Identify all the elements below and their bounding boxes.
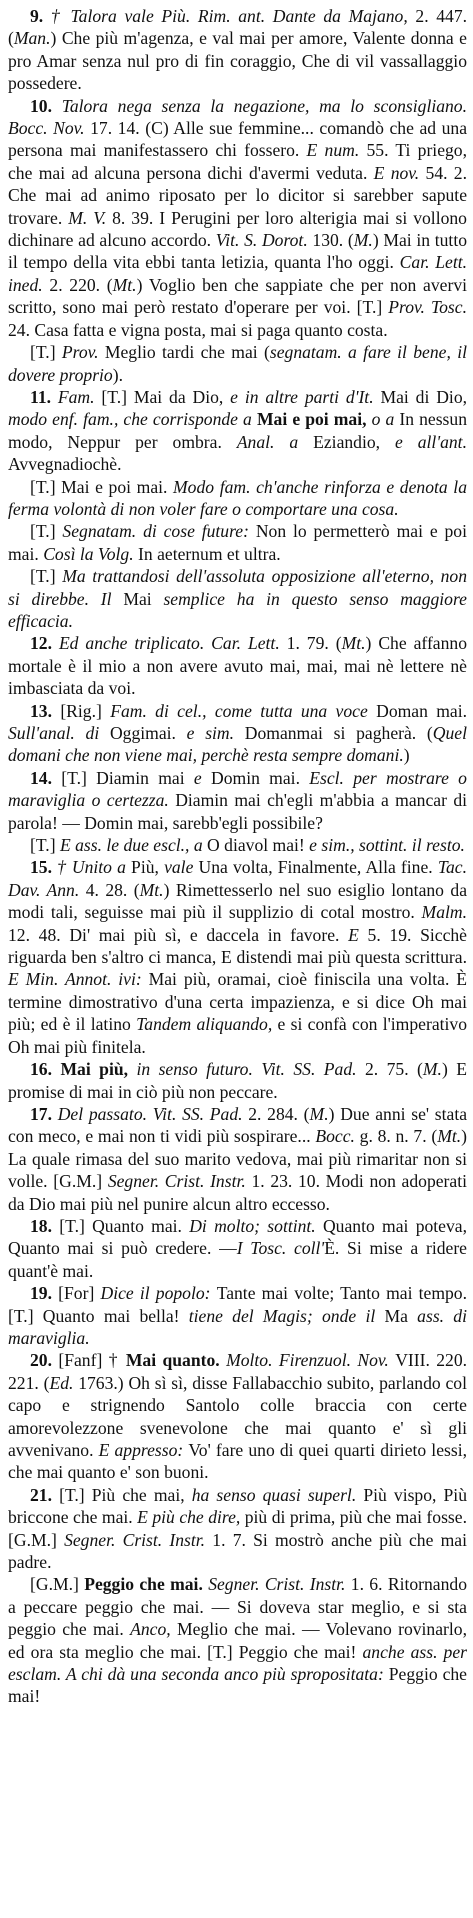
italic-text: ass. di maraviglia.	[8, 1305, 467, 1348]
body-text: ) Che affanno mortale è il mio a non avere avuto mai, mai, mai nè lettere nè imbasciata da voi.	[8, 633, 468, 699]
italic-text: vale	[164, 857, 199, 878]
body-text: ) Due anni se' stata con meco, e mai non ti vidi più sospirare...	[8, 1103, 468, 1147]
body-text: ) La quale rimasa del suo marito vedova, mai più rimaritar non si volle. [G.M.]	[8, 1126, 468, 1192]
dictionary-paragraph	[8, 700, 467, 767]
body-text: 54. 2. Che mai ad animo riposato per lo dicitor si sarebber sapute trovare.	[8, 162, 467, 228]
sense-number: 14.	[30, 767, 62, 788]
italic-text: Segner. Crist. Instr.	[208, 1574, 351, 1595]
italic-text: e all'ant.	[395, 431, 467, 452]
italic-text: Modo fam. ch'anche rinforza e denota la ferma volontà di non voler fare o comportare una cosa.	[8, 476, 467, 519]
sense-number: 21.	[30, 1484, 60, 1505]
dictionary-entries	[8, 5, 467, 1708]
dictionary-paragraph	[8, 1058, 467, 1103]
body-text: Domanmai si pagherà. (	[244, 723, 433, 743]
italic-text: Ma trattandosi dell'assoluta opposizione all'eterno, non si direbbe. Il	[8, 566, 467, 609]
body-text: 55. Ti priego, che mai ad alcuna persona dichi d'avermi veduta.	[8, 140, 467, 183]
italic-text: Così la Volg.	[43, 543, 139, 564]
body-text: ) Che più m'agenza, e val mai per amore, Valente donna e pro Amar senza nul pro di fin coraggio, Che di vil vassallaggio possedere.	[8, 28, 467, 94]
italic-text: semplice ha in questo senso maggiore efficacia.	[8, 588, 467, 631]
italic-text: Fam. di cel., come tutta una voce	[110, 700, 377, 721]
dictionary-paragraph	[8, 95, 467, 341]
italic-text: M.	[309, 1103, 329, 1124]
italic-text: Anal. a	[236, 431, 314, 452]
italic-text: Ed.	[49, 1372, 79, 1393]
italic-text: E nov.	[373, 162, 426, 183]
italic-text: Talora nega senza la negazione, ma lo sconsigliano. Bocc. Nov.	[8, 95, 468, 139]
body-text: Quanto mai poteva, Quanto mai si può credere. —	[8, 1215, 467, 1259]
italic-text: Dice il popolo:	[100, 1283, 217, 1304]
italic-text: Man.	[13, 28, 51, 49]
body-text: Domin mai.	[211, 767, 310, 788]
italic-text: Prov. Tosc.	[388, 297, 467, 318]
body-text: 17. 14. (C) Alle sue femmine... comandò che ad una persona mai manifestassero chi fossero.	[8, 118, 468, 161]
sense-number: 16.	[30, 1059, 61, 1080]
body-text: più di prima, più che mai fosse. [G.M.]	[8, 1507, 467, 1550]
dictionary-paragraph	[8, 476, 467, 521]
body-text: [T.] Più che mai,	[59, 1484, 192, 1505]
italic-text: Segnatam. di cose future:	[62, 521, 256, 542]
bold-text: Mai quanto.	[125, 1350, 227, 1371]
italic-text: Segner. Crist. Instr.	[64, 1529, 213, 1550]
body-text: Non lo permetterò mai e poi mai.	[8, 521, 467, 564]
italic-text: Prov.	[61, 342, 105, 363]
italic-text: e sim.	[186, 723, 245, 743]
dictionary-paragraph	[8, 834, 467, 856]
body-text: [T.]	[30, 342, 62, 363]
body-text: 12. 48. Di' mai più sì, e daccela in favore.	[8, 924, 349, 945]
dictionary-paragraph	[8, 565, 467, 632]
body-text: 130. (	[312, 230, 354, 251]
italic-text: † Talora vale Più. Rim. ant. Dante da Majano,	[50, 6, 416, 26]
body-text: ).	[112, 364, 123, 385]
body-text: È. Si mise a ridere quant'è mai.	[8, 1238, 467, 1281]
body-text: 2. 284. (	[248, 1103, 310, 1124]
body-text: [T.] Quanto mai.	[59, 1215, 190, 1236]
italic-text: o a	[371, 409, 400, 430]
body-text: Mai	[123, 588, 164, 609]
sense-number: 10.	[30, 95, 62, 116]
bold-text: Peggio che mai.	[84, 1574, 209, 1595]
italic-text: in senso futuro. Vit. SS. Pad.	[136, 1059, 365, 1080]
body-text: [T.] Mai e poi mai.	[30, 476, 174, 497]
body-text: In aeternum et ultra.	[138, 543, 281, 564]
italic-text: anche ass. per esclam. A chi dà una seconda anco più spropositata:	[8, 1641, 467, 1685]
body-text: [For]	[58, 1283, 101, 1304]
italic-text: † Unito a	[57, 857, 132, 878]
sense-number: 17.	[30, 1103, 58, 1124]
body-text: ) Rimettesserlo nel suo esiglio lontano da modi tali, seguisse mai più il supplizio di cotal mostro.	[8, 879, 468, 923]
italic-text: Quel domani che non viene mai, perchè resta sempre domani.	[8, 723, 467, 766]
italic-text: E appresso:	[98, 1440, 189, 1460]
sense-number: 11.	[30, 386, 58, 407]
body-text: Più vispo, Più briccone che mai.	[8, 1484, 467, 1528]
sense-number: 15.	[30, 857, 58, 878]
dictionary-paragraph	[8, 1103, 467, 1215]
italic-text: Ed anche triplicato. Car. Lett.	[58, 633, 287, 654]
italic-text: Car. Lett. ined.	[8, 252, 467, 295]
body-text: )	[403, 745, 410, 766]
body-text: Oggimai.	[109, 723, 187, 743]
italic-text: Fam.	[57, 386, 102, 407]
italic-text: Mt.	[112, 274, 137, 295]
dictionary-paragraph	[8, 632, 467, 699]
italic-text: E ass. le due escl., a	[59, 835, 208, 856]
body-text: g. 8. n. 7. (	[359, 1126, 438, 1147]
italic-text: segnatam. a fare il bene, il dovere proprio	[8, 342, 467, 385]
body-text: VIII. 220. 221. (	[8, 1350, 468, 1393]
body-text: [T.] Diamin mai	[61, 767, 194, 788]
dictionary-paragraph	[8, 520, 467, 565]
body-text: Più,	[131, 857, 165, 878]
body-text: 8. 39. I Perugini per loro alterigia mai si vollono dichinare ad alcuno accordo.	[8, 207, 467, 251]
sense-number: 12.	[30, 633, 59, 654]
body-text: Peggio che mai!	[8, 1664, 467, 1707]
italic-text: Molto. Firenzuol. Nov.	[226, 1350, 396, 1371]
dictionary-paragraph	[8, 1349, 467, 1483]
body-text: [T.]	[30, 835, 60, 856]
sense-number: 9.	[30, 6, 51, 26]
italic-text: e in altre parti d'It.	[230, 386, 381, 407]
italic-text: ha senso quasi superl.	[191, 1484, 364, 1505]
body-text: Mai di Dio,	[380, 386, 468, 407]
italic-text: I Tosc. coll'	[236, 1238, 325, 1259]
body-text: Una volta, Finalmente, Alla fine.	[198, 857, 438, 878]
sense-number: 13.	[30, 700, 61, 721]
body-text: ) Mai in tutto il tempo della vita ebbi tanta letizia, quanta l'ho oggi.	[8, 230, 468, 273]
body-text: [T.]	[30, 521, 63, 542]
dictionary-paragraph	[8, 1573, 467, 1707]
body-text: Doman mai.	[376, 700, 468, 721]
italic-text: E	[348, 924, 368, 945]
dictionary-paragraph	[8, 1484, 467, 1574]
italic-text: Segner. Crist. Instr.	[107, 1171, 252, 1192]
italic-text: modo enf. fam., che corrisponde a	[8, 409, 257, 430]
body-text: 2. 75. (	[364, 1059, 423, 1080]
dictionary-paragraph	[8, 341, 467, 386]
sense-number: 20.	[30, 1350, 59, 1371]
dictionary-paragraph	[8, 856, 467, 1058]
body-text: 24. Casa fatta e vigna posta, mai si paga quanto costa.	[8, 319, 388, 340]
body-text: 1. 79. (	[286, 633, 342, 654]
italic-text: Mt.	[341, 633, 366, 654]
body-text: 1. 23. 10. Modi non adoperati da Dio mai più nel punire alcun altro eccesso.	[8, 1171, 467, 1214]
italic-text: Escl. per mostrare o maraviglia o certezza.	[8, 767, 467, 811]
bold-text: Mai più,	[60, 1059, 137, 1080]
body-text: e si confà con l'imperativo Oh mai più finitela.	[8, 1014, 468, 1057]
italic-text: M. V.	[68, 207, 113, 228]
body-text: [Rig.]	[60, 700, 111, 721]
italic-text: Sull'anal. di	[8, 723, 110, 743]
body-text: [G.M.]	[30, 1574, 85, 1595]
body-text: Ma	[384, 1305, 418, 1326]
body-text: In nessun modo, Neppur per ombra.	[8, 409, 467, 452]
body-text: 1. 7. Si mostrò anche più che mai padre.	[8, 1529, 467, 1573]
body-text: Vo' fare uno di quei quarti dirieto lessi, che mai quanto e' son buoni.	[8, 1440, 467, 1483]
italic-text: M.	[422, 1059, 442, 1080]
italic-text: Di molto; sottint.	[189, 1215, 323, 1236]
body-text: Meglio che mai. — Volevano rovinarlo, ed ora sta meglio che mai. [T.] Peggio che mai!	[8, 1619, 467, 1662]
body-text: 2. 447. (	[8, 6, 468, 49]
dictionary-paragraph	[8, 1215, 467, 1282]
body-text: [T.] Mai da Dio,	[101, 386, 231, 407]
italic-text: tiene del Magis; onde il	[188, 1305, 385, 1326]
italic-text: Tac. Dav. Ann.	[8, 857, 468, 900]
body-text: Diamin mai ch'egli m'abbia a mancar di parola! — Domin mai, sarebb'egli possibile?	[8, 790, 467, 833]
body-text: Tante mai volte; Tanto mai tempo. [T.] Quanto mai bella!	[8, 1283, 468, 1326]
italic-text: e	[193, 767, 212, 788]
italic-text: Mt.	[139, 879, 164, 900]
dictionary-paragraph	[8, 386, 467, 476]
body-text: O diavol mai!	[207, 835, 310, 856]
italic-text: Vit. S. Dorot.	[215, 230, 313, 251]
italic-text: M.	[353, 230, 373, 251]
italic-text: E num.	[306, 140, 367, 161]
body-text: 1763.) Oh sì sì, disse Fallabacchio subito, parlando col capo e strignendo Santolo colle braccia con certe amorevolezzone svenevolone che mai quanto e' sì gli avvenivano.	[8, 1372, 467, 1460]
body-text: Avvegnadiochè.	[8, 454, 122, 475]
italic-text: Malm.	[421, 902, 467, 923]
body-text: 4. 28. (	[85, 879, 140, 900]
italic-text: Del passato. Vit. SS. Pad.	[57, 1103, 249, 1124]
body-text: ) Voglio ben che sappiate che per non avervi scritto, sono mai però restato d'operare per voi. [T.]	[8, 274, 468, 318]
sense-number: 19.	[30, 1283, 59, 1304]
sense-number: 18.	[30, 1215, 60, 1236]
italic-text: e sim., sottint. il resto.	[309, 835, 465, 856]
bold-text: Mai e poi mai,	[256, 409, 372, 430]
body-text: ) E promise di mai in ciò più non peccare.	[8, 1059, 468, 1102]
body-text: 1. 6. Ritornando a peccare peggio che mai. — Si doveva star meglio, e si sta peggio che mai.	[8, 1574, 468, 1640]
italic-text: E più che dire,	[137, 1507, 245, 1528]
dictionary-paragraph	[8, 767, 467, 834]
italic-text: Mt.	[437, 1126, 462, 1147]
body-text: Eziandio,	[313, 431, 395, 452]
italic-text: E Min. Annot. ivi:	[8, 969, 149, 990]
body-text: Meglio tardi che mai (	[104, 342, 270, 363]
body-text: [T.]	[30, 566, 63, 587]
body-text: 2. 220. (	[49, 274, 113, 295]
italic-text: Bocc.	[315, 1126, 360, 1147]
italic-text: Anco,	[130, 1619, 177, 1640]
dictionary-paragraph	[8, 1282, 467, 1349]
body-text: [Fanf] †	[58, 1350, 126, 1371]
body-text: Mai più, oramai, cioè finiscila una volta. È termine dimostrativo d'una certa impazienza, e si dice Oh mai più; ed è il latino	[8, 969, 467, 1035]
body-text: 5. 19. Sicchè riguarda ben s'altro ci manca, E distendi mai più questa scrittura.	[8, 924, 467, 968]
italic-text: Tandem aliquando,	[136, 1014, 278, 1035]
dictionary-paragraph	[8, 5, 467, 95]
